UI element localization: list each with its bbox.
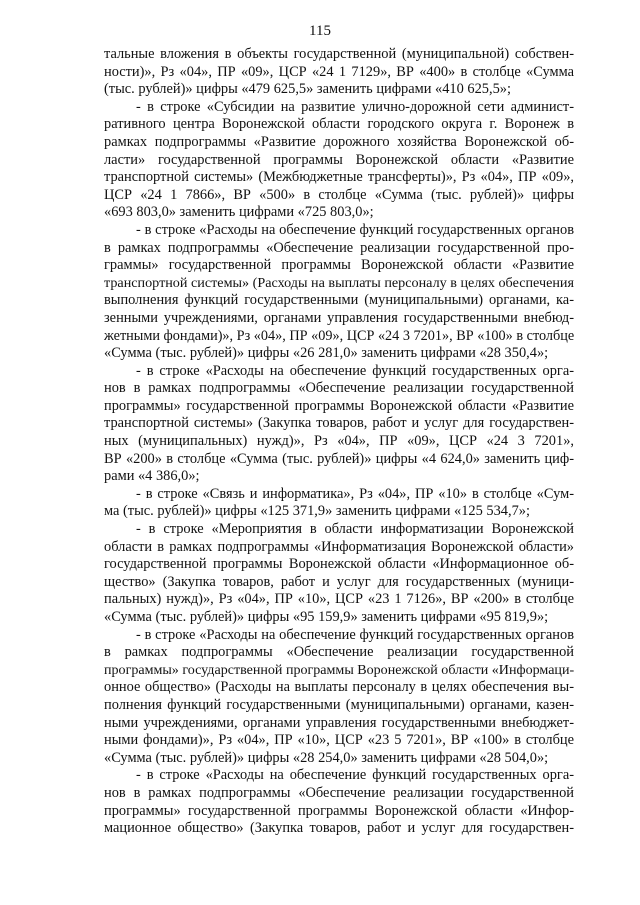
text-line: жетными фондами)», Рз «04», ПР «09», ЦСР «24 3 7201», ВР «100» в столбце	[104, 327, 575, 344]
text-line: онное общество» (Расходы на выплаты персоналу в целях обеспечения вы-	[104, 679, 574, 696]
text-line: - в строке «Расходы на обеспечение функций государственных органов	[136, 221, 574, 238]
text-line: программы» государственной программы Воронежской области «Информаци-	[104, 661, 575, 678]
text-line: транспортной системы» (Межбюджетные трансферты)», Рз «04», ПР «09»,	[104, 169, 574, 186]
page-number: 115	[309, 23, 331, 39]
text-line: граммы» государственной программы Воронежской области «Развитие	[104, 257, 574, 274]
text-line: области в рамках подпрограммы «Информатизация Воронежской области»	[104, 538, 574, 555]
text-line: ВР «200» в столбце «Сумма (тыс. рублей)» цифры «4 624,0» заменить циф-	[104, 450, 574, 467]
text-line: зенными учреждениями, органами управления государственными внебюд-	[104, 309, 574, 326]
text-line: программы» государственной программы Воронежской области «Инфор-	[104, 802, 574, 819]
text-line: выполнения функций государственными (муниципальными) органами, ка-	[104, 292, 574, 309]
text-line: - в строке «Связь и информатика», Рз «04», ПР «10» в столбце «Сум-	[136, 485, 574, 502]
text-line: щество» (Закупка товаров, работ и услуг для государственных (муници-	[104, 573, 574, 590]
text-line: нов в рамках подпрограммы «Обеспечение реализации государственной	[104, 784, 574, 801]
text-line: (тыс. рублей)» цифры «479 625,5» заменить цифрами «410 625,5»;	[104, 81, 511, 98]
text-line: «Сумма (тыс. рублей)» цифры «28 254,0» заменить цифрами «28 504,0»;	[104, 749, 549, 766]
text-line: ЦСР «24 1 7866», ВР «500» в столбце «Сумма (тыс. рублей)» цифры	[104, 186, 574, 203]
text-line: мационное общество» (Закупка товаров, работ и услуг для государствен-	[104, 820, 574, 837]
text-line: - в строке «Расходы на обеспечение функций государственных органов	[136, 626, 574, 643]
text-line: ласти» государственной программы Воронежской области «Развитие	[104, 151, 574, 168]
text-line: пальных) нужд)», Рз «04», ПР «10», ЦСР «23 1 7126», ВР «200» в столбце	[104, 591, 574, 608]
text-line: - в строке «Расходы на обеспечение функций государственных орга-	[136, 767, 574, 784]
text-line: тальные вложения в объекты государственной (муниципальной) собствен-	[104, 46, 574, 62]
text-line: нов в рамках подпрограммы «Обеспечение реализации государственной	[104, 380, 574, 397]
text-line: - в строке «Мероприятия в области информатизации Воронежской	[136, 521, 574, 538]
text-line: ными учреждениями, органами управления государственными внебюджет-	[104, 714, 574, 731]
text-line: «693 803,0» заменить цифрами «725 803,0»;	[104, 204, 374, 221]
text-line: ративного центра Воронежской области городского округа г. Воронеж в	[104, 116, 574, 133]
text-line: ности)», Рз «04», ПР «09», ЦСР «24 1 7129», ВР «400» в столбце «Сумма	[104, 63, 574, 80]
text-line: «Сумма (тыс. рублей)» цифры «26 281,0» заменить цифрами «28 350,4»;	[104, 345, 549, 362]
text-line: рами «4 386,0»;	[104, 468, 200, 485]
text-line: - в строке «Расходы на обеспечение функций государственных орга-	[136, 362, 574, 379]
text-line: полнения функций государственными (муниципальными) органами, казен-	[104, 696, 574, 713]
text-line: ма (тыс. рублей)» цифры «125 371,9» заменить цифрами «125 534,7»;	[104, 503, 530, 520]
text-line: ных (муниципальных) нужд)», Рз «04», ПР «09», ЦСР «24 3 7201»,	[104, 433, 574, 450]
text-line: транспортной системы» (Закупка товаров, работ и услуг для государствен-	[104, 415, 574, 432]
text-line: ными фондами)», Рз «04», ПР «10», ЦСР «23 5 7201», ВР «100» в столбце	[104, 732, 574, 749]
text-line: программы» государственной программы Воронежской области «Развитие	[104, 397, 574, 414]
text-line: - в строке «Субсидии на развитие улично-дорожной сети админист-	[136, 98, 574, 115]
text-line: транспортной системы» (Расходы на выплаты персоналу в целях обеспечения	[104, 274, 574, 291]
text-line: в рамках подпрограммы «Обеспечение реализации государственной	[104, 644, 574, 661]
text-line: рамках подпрограммы «Развитие дорожного хозяйства Воронежской об-	[104, 133, 574, 150]
text-line: в рамках подпрограммы «Обеспечение реализации государственной про-	[104, 239, 574, 256]
text-line: государственной программы Воронежской области «Информационное об-	[104, 556, 574, 573]
text-line: «Сумма (тыс. рублей)» цифры «95 159,9» заменить цифрами «95 819,9»;	[104, 609, 549, 625]
document-body	[104, 46, 574, 838]
